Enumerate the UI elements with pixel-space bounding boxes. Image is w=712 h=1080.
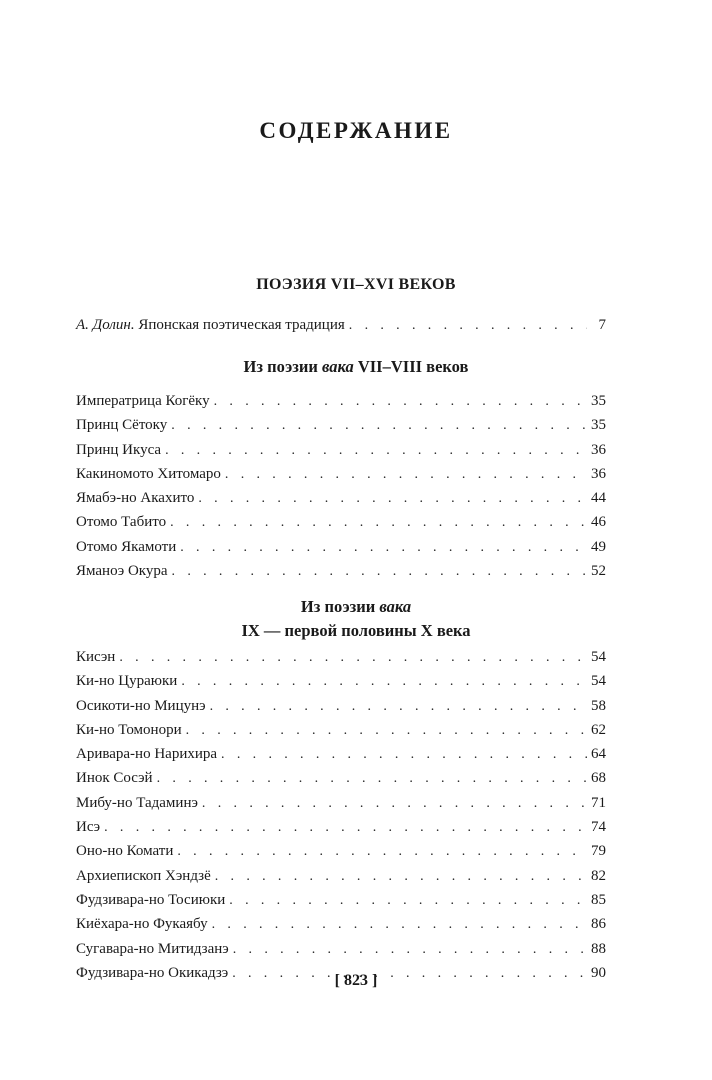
toc-entry[interactable]	[76, 486, 606, 510]
dot-leader	[165, 439, 587, 463]
toc-entry-name: Яманоэ Окура	[76, 563, 168, 580]
dot-leader	[177, 840, 587, 864]
section-heading-suffix: VII–VIII веков	[353, 357, 469, 376]
dot-leader	[157, 767, 587, 791]
section-heading-1	[0, 355, 712, 379]
toc-entry-page: 49	[591, 538, 606, 555]
dot-leader	[229, 889, 587, 913]
toc-entry[interactable]	[76, 462, 606, 486]
intro-entry-list	[76, 313, 606, 337]
toc-entry-page: 58	[591, 697, 606, 714]
toc-entry-name: Инок Сосэй	[76, 770, 153, 787]
dot-leader	[214, 390, 587, 414]
toc-entry-page: 85	[591, 891, 606, 908]
toc-entry-name: Архиепископ Хэндзё	[76, 867, 211, 884]
toc-entry-name: Фудзивара-но Окикадзэ	[76, 964, 229, 981]
dot-leader	[212, 913, 587, 937]
toc-entry-author: А. Долин.	[76, 317, 135, 333]
toc-entry-page: 35	[591, 417, 606, 434]
toc-entry-page: 44	[591, 490, 606, 507]
dot-leader	[104, 816, 587, 840]
toc-entry-page: 79	[591, 843, 606, 860]
toc-entry[interactable]	[76, 645, 606, 669]
toc-entry-page: 68	[591, 770, 606, 787]
toc-entry[interactable]	[76, 864, 606, 888]
dot-leader	[172, 560, 587, 584]
toc-entry-name: Мибу-но Тадаминэ	[76, 794, 198, 811]
toc-entry-page: 90	[591, 964, 606, 981]
toc-entry-page: 74	[591, 819, 606, 836]
toc-entry-name: Фудзивара-но Тосиюки	[76, 891, 226, 908]
toc-entry[interactable]	[76, 535, 606, 559]
toc-entry[interactable]	[76, 912, 606, 936]
section-heading-line-2: IX — первой половины X века	[241, 621, 471, 640]
toc-entry-page: 64	[591, 746, 606, 763]
toc-entry-page: 54	[591, 673, 606, 690]
toc-entry-page: 54	[591, 649, 606, 665]
page-title: СОДЕРЖАНИЕ	[259, 118, 453, 143]
toc-entry-page: 7	[598, 317, 606, 333]
toc-entry-page: 52	[591, 563, 606, 580]
section-heading-line-1	[0, 595, 712, 619]
dot-leader	[181, 670, 587, 694]
section-2-entry-list	[76, 645, 606, 985]
toc-entry-name: Какиномото Хитомаро	[76, 465, 221, 482]
section-1-entry-list	[76, 389, 606, 583]
dot-leader	[221, 743, 587, 767]
toc-entry-name: Ки-но Цураюки	[76, 673, 178, 690]
dot-leader	[186, 719, 587, 743]
section-heading-italic: вака	[322, 357, 354, 376]
dot-leader	[215, 865, 587, 889]
dot-leader	[170, 511, 587, 535]
toc-entry-page: 35	[591, 393, 606, 409]
toc-entry-page: 62	[591, 721, 606, 738]
toc-entry[interactable]	[76, 413, 606, 437]
toc-entry[interactable]	[76, 510, 606, 534]
dot-leader	[119, 646, 587, 670]
section-heading-prefix: Из поэзии	[300, 597, 380, 616]
section-heading-2	[0, 595, 712, 643]
toc-entry-name: Исэ	[76, 819, 101, 836]
toc-entry-title: Японская поэтическая традиция	[138, 317, 345, 333]
toc-entry-page: 36	[591, 465, 606, 482]
toc-entry-name: Кисэн	[76, 649, 116, 665]
toc-entry-name: Императрица Когёку	[76, 393, 210, 409]
toc-entry[interactable]	[76, 559, 606, 583]
page-number: [ 823 ]	[334, 972, 378, 989]
dot-leader	[349, 314, 587, 338]
toc-entry-name: Киёхара-но Фукаябу	[76, 916, 208, 933]
toc-entry-page: 88	[591, 940, 606, 957]
section-heading-italic: вака	[379, 597, 412, 616]
section-heading-prefix: Из поэзии	[243, 357, 322, 376]
toc-entry-name: Оно-но Комати	[76, 843, 174, 860]
toc-entry-name: Ямабэ-но Акахито	[76, 490, 195, 507]
toc-entry-page: 82	[591, 867, 606, 884]
toc-entry[interactable]	[76, 815, 606, 839]
toc-entry-name: Осикоти-но Мицунэ	[76, 697, 206, 714]
dot-leader	[210, 695, 587, 719]
toc-entry[interactable]	[76, 937, 606, 961]
toc-entry-name: Отомо Якамоти	[76, 538, 177, 555]
toc-entry-name: Ки-но Томонори	[76, 721, 182, 738]
toc-entry-name: Принц Икуса	[76, 441, 162, 458]
toc-entry-intro[interactable]	[76, 313, 606, 337]
toc-entry-name: Аривара-но Нарихира	[76, 746, 218, 763]
dot-leader	[233, 938, 587, 962]
toc-entry[interactable]	[76, 438, 606, 462]
dot-leader	[198, 487, 587, 511]
part-heading: ПОЭЗИЯ VII–XVI ВЕКОВ	[256, 276, 456, 293]
toc-entry-page: 36	[591, 441, 606, 458]
toc-entry[interactable]	[76, 839, 606, 863]
toc-entry-page: 86	[591, 916, 606, 933]
toc-entry[interactable]	[76, 669, 606, 693]
dot-leader	[180, 536, 587, 560]
toc-entry[interactable]	[76, 694, 606, 718]
toc-entry-name: Отомо Табито	[76, 514, 167, 531]
dot-leader	[225, 463, 587, 487]
toc-entry[interactable]	[76, 742, 606, 766]
toc-entry-page: 46	[591, 514, 606, 531]
toc-entry[interactable]	[76, 389, 606, 413]
toc-entry-name: Сугавара-но Митидзанэ	[76, 940, 229, 957]
dot-leader	[202, 792, 587, 816]
toc-entry-name	[76, 313, 345, 337]
toc-entry[interactable]	[76, 791, 606, 815]
dot-leader	[171, 414, 587, 438]
toc-entry-name: Принц Сётоку	[76, 417, 168, 434]
toc-entry-page: 71	[591, 794, 606, 811]
toc-entry[interactable]	[76, 766, 606, 790]
toc-entry[interactable]	[76, 888, 606, 912]
toc-entry[interactable]	[76, 718, 606, 742]
